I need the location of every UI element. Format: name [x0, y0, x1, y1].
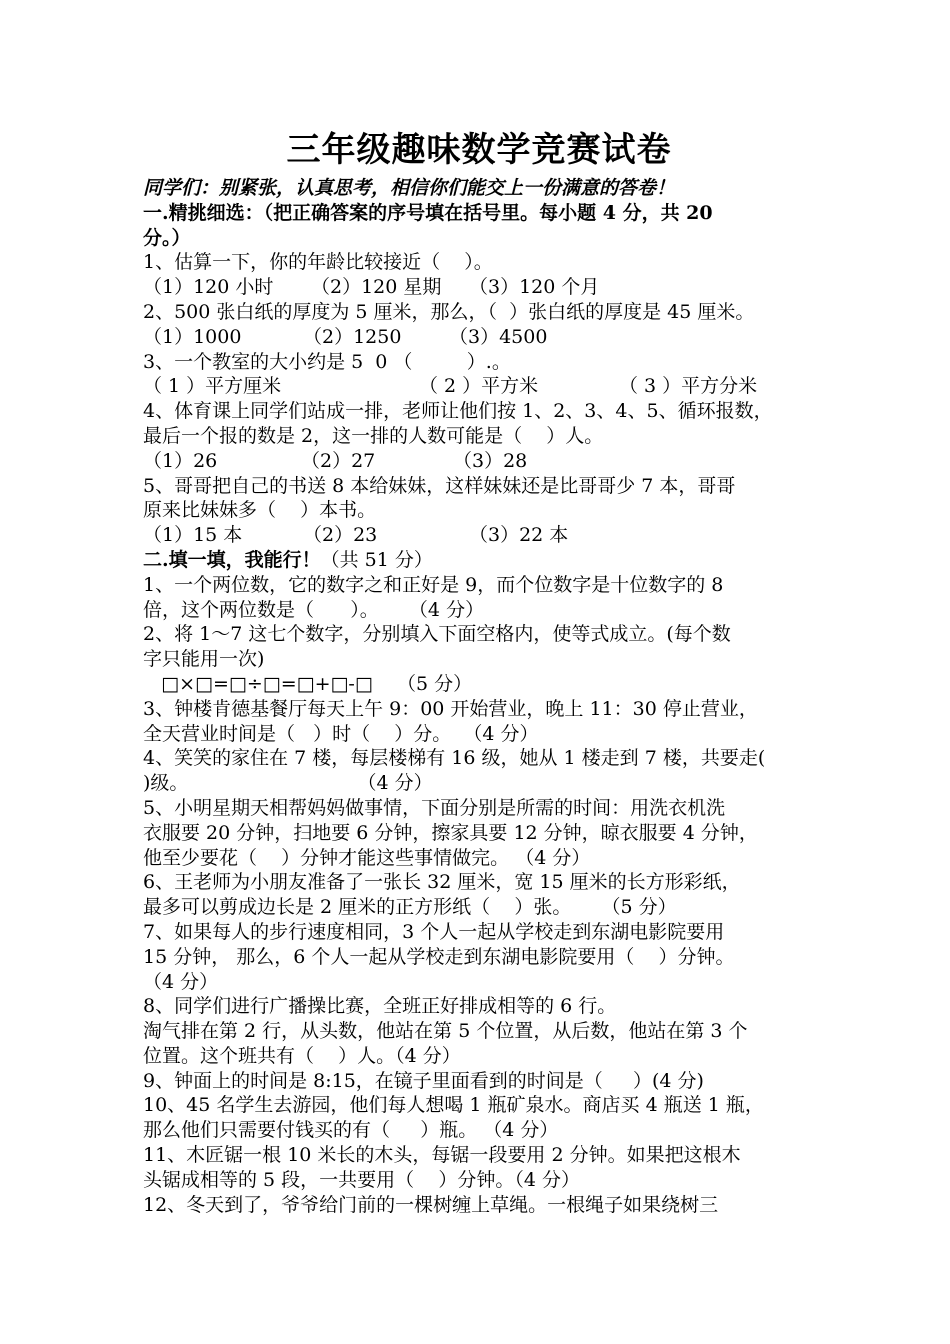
section2-line: 淘气排在第 2 行，从头数，他站在第 5 个位置，从后数，他站在第 3 个	[143, 1020, 748, 1043]
section2-line: 10、45 名学生去游园，他们每人想喝 1 瓶矿泉水。商店买 4 瓶送 1 瓶，	[143, 1094, 764, 1117]
section2-line: 5、小明星期天相帮妈妈做事情，下面分别是所需的时间：用洗衣机洗	[143, 796, 726, 819]
section2-line: 那么他们只需要付钱买的有（ ）瓶。 （4 分）	[143, 1119, 559, 1142]
section2-line: 4、笑笑的家住在 7 楼，每层楼梯有 16 级，她从 1 楼走到 7 楼，共要走(	[143, 747, 766, 770]
option: （3）4500	[449, 325, 548, 348]
question-3: 3、一个教室的大小约是 5 0 （ ）.。	[143, 350, 511, 373]
option: （3）120 个月	[469, 276, 600, 299]
question-4-options	[143, 449, 815, 474]
section1-heading-line2: 分。）	[143, 226, 191, 249]
section2-line: （4 分）	[143, 970, 219, 993]
section2-line: 位置。这个班共有（ ）人。（4 分）	[143, 1044, 461, 1067]
section2-line: □×□=□÷□=□+□-□ （5 分）	[143, 672, 473, 695]
option: （ 3 ）平方分米	[619, 375, 758, 398]
section2-line: 字只能用一次)	[143, 648, 265, 671]
section2-line: 11、木匠锯一根 10 米长的木头，每锯一段要用 2 分钟。如果把这根木	[143, 1144, 741, 1167]
section2-heading-bold: 二.填一填，我能行！	[143, 548, 321, 571]
option: （1）26	[143, 449, 218, 472]
section2-line: 9、钟面上的时间是 8:15，在镜子里面看到的时间是（ ）(4 分)	[143, 1069, 704, 1092]
question-3-options	[143, 374, 815, 399]
question-2-options	[143, 325, 815, 350]
exam-page	[143, 128, 815, 1217]
section2-line: )级。 （4 分）	[143, 772, 433, 795]
section2-heading	[143, 548, 815, 573]
section2-line: 3、钟楼肯德基餐厅每天上午 9：00 开始营业，晚上 11：30 停止营业，	[143, 697, 758, 720]
section2-line: 6、王老师为小朋友准备了一张长 32 厘米，宽 15 厘米的长方形彩纸，	[143, 871, 741, 894]
option: （2）27	[301, 449, 376, 472]
question-1-options	[143, 275, 815, 300]
section2-line: 衣服要 20 分钟，扫地要 6 分钟，擦家具要 12 分钟，晾衣服要 4 分钟，	[143, 821, 758, 844]
section2-line: 最多可以剪成边长是 2 厘米的正方形纸（ ）张。 （5 分）	[143, 896, 677, 919]
option: （1）1000	[143, 325, 242, 348]
section2-line: 全天营业时间是（ ）时（ ）分。 （4 分）	[143, 722, 539, 745]
section2-line: 15 分钟， 那么，6 个人一起从学校走到东湖电影院要用（ ）分钟。	[143, 945, 735, 968]
question-1: 1、估算一下，你的年龄比较接近（ ）。	[143, 251, 493, 274]
question-5-options	[143, 523, 815, 548]
question-2: 2、500 张白纸的厚度为 5 厘米，那么，（ ）张白纸的厚度是 45 厘米。	[143, 300, 755, 323]
section2-line: 1、一个两位数，它的数字之和正好是 9，而个位数字是十位数字的 8	[143, 573, 724, 596]
question-4-line1: 4、体育课上同学们站成一排，老师让他们按 1、2、3、4、5、循环报数，	[143, 400, 773, 423]
option: （2）120 星期	[311, 276, 442, 299]
section2-line: 12、冬天到了，爷爷给门前的一棵树缠上草绳。一根绳子如果绕树三	[143, 1193, 719, 1216]
section2-line: 倍，这个两位数是（ ）。 （4 分）	[143, 598, 485, 621]
option: （2）23	[303, 524, 378, 547]
section2-heading-points: （共 51 分）	[320, 548, 433, 571]
question-5-line2: 原来比妹妹多（ ）本书。	[143, 499, 377, 522]
exam-title: 三年级趣味数学竞赛试卷	[286, 130, 672, 170]
option: （1）120 小时	[143, 276, 274, 299]
option: （3）22 本	[469, 524, 569, 547]
option: （2）1250	[303, 325, 402, 348]
option: （1）15 本	[143, 524, 243, 547]
section2-line: 7、如果每人的步行速度相同，3 个人一起从学校走到东湖电影院要用	[143, 920, 725, 943]
option: （ 1 ）平方厘米	[143, 375, 282, 398]
intro-text: 同学们：别紧张，认真思考，相信你们能交上一份满意的答卷！	[143, 177, 676, 199]
section2-line: 2、将 1～7 这七个数字，分别填入下面空格内，使等式成立。(每个数	[143, 623, 731, 646]
section2-line: 8、同学们进行广播操比赛，全班正好排成相等的 6 行。	[143, 995, 617, 1018]
section2-line: 他至少要花（ ）分钟才能这些事情做完。 （4 分）	[143, 846, 591, 869]
question-5-line1: 5、哥哥把自己的书送 8 本给妹妹，这样妹妹还是比哥哥少 7 本，哥哥	[143, 474, 736, 497]
question-4-line2: 最后一个报的数是 2，这一排的人数可能是（ ）人。	[143, 424, 604, 447]
option: （3）28	[453, 449, 528, 472]
section2-line: 头锯成相等的 5 段，一共要用（ ）分钟。（4 分）	[143, 1168, 580, 1191]
section1-heading-line1: 一.精挑细选：（把正确答案的序号填在括号里。每小题 4 分，共 20	[143, 201, 713, 224]
option: （ 2 ）平方米	[419, 375, 539, 398]
